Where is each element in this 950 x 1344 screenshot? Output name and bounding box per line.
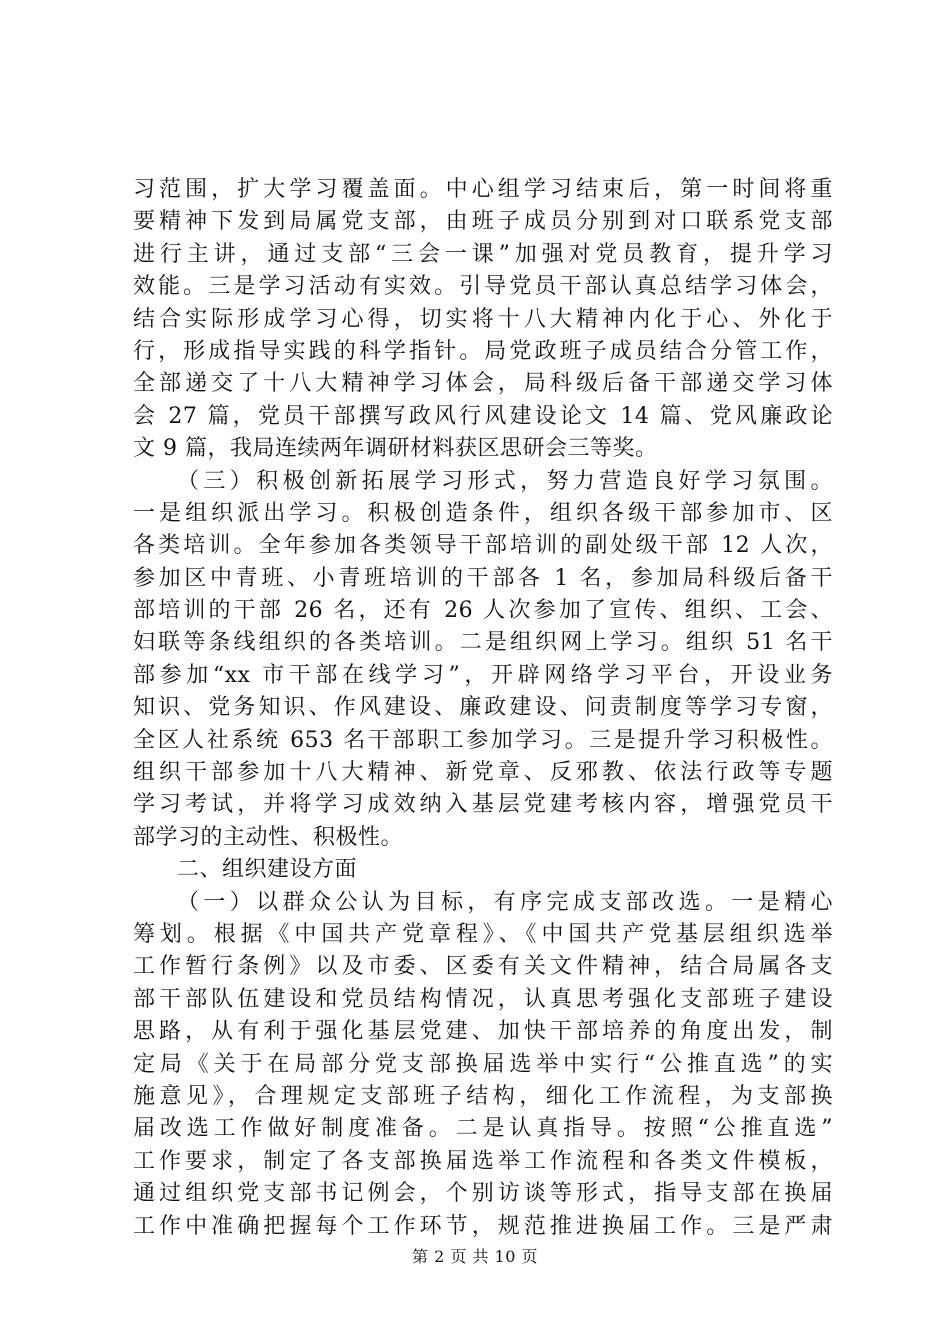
text-line: 全部递交了十八大精神学习体会，局科级后备干部递交学习体: [133, 371, 833, 397]
text-line: 施意见》，合理规定支部班子结构，细化工作流程，为支部换: [133, 1083, 833, 1109]
text-line: 学习考试，并将学习成效纳入基层党建考核内容，增强党员干: [133, 792, 833, 818]
text-line: 筹划。根据《中国共产党章程》、《中国共产党基层组织选举: [133, 921, 833, 947]
text-line: 要精神下发到局属党支部，由班子成员分别到对口联系党支部: [133, 209, 833, 235]
text-line: 行，形成指导实践的科学指针。局党政班子成员结合分管工作，: [133, 338, 833, 364]
text-line: 效能。三是学习活动有实效。引导党员干部认真总结学习体会，: [133, 274, 833, 300]
body-text: [133, 174, 833, 1243]
text-line: 组织干部参加十八大精神、新党章、反邪教、依法行政等专题: [133, 760, 833, 786]
text-line: 思路，从有利于强化基层党建、加快干部培养的角度出发，制: [133, 1019, 833, 1045]
text-line: 文 9 篇，我局连续两年调研材料获区思研会三等奖。: [133, 436, 658, 462]
text-line: 工作要求，制定了各支部换届选举工作流程和各类文件模板，: [133, 1148, 833, 1174]
text-line: 全区人社系统 653 名干部职工参加学习。三是提升学习积极性。: [133, 727, 833, 753]
text-line: 参加区中青班、小青班培训的干部各 1 名，参加局科级后备干: [133, 565, 833, 591]
section-heading: （三）积极创新拓展学习形式，努力营造良好学习氛围。: [177, 468, 833, 494]
text-line: 妇联等条线组织的各类培训。二是组织网上学习。组织 51 名干: [133, 630, 833, 656]
text-line: 习范围，扩大学习覆盖面。中心组学习结束后，第一时间将重: [133, 177, 833, 202]
text-line: 部干部队伍建设和党员结构情况，认真思考强化支部班子建设: [133, 986, 833, 1012]
text-line: 通过组织党支部书记例会，个别访谈等形式，指导支部在换届: [133, 1181, 833, 1207]
text-line: 一是组织派出学习。积极创造条件，组织各级干部参加市、区: [133, 500, 833, 526]
section-heading: 二、组织建设方面: [177, 857, 358, 883]
text-line: 部参加“xx 市干部在线学习”，开辟网络学习平台，开设业务: [133, 662, 833, 688]
text-line: 会 27 篇，党员干部撰写政风行风建设论文 14 篇、党风廉政论: [133, 403, 833, 429]
text-line: 知识、党务知识、作风建设、廉政建设、问责制度等学习专窗，: [133, 695, 833, 721]
text-line: 各类培训。全年参加各类领导干部培训的副处级干部 12 人次，: [133, 533, 833, 559]
text-line: 届改选工作做好制度准备。二是认真指导。按照“公推直选”: [133, 1116, 833, 1142]
text-line: 结合实际形成学习心得，切实将十八大精神内化于心、外化于: [133, 306, 833, 332]
section-heading: （一）以群众公认为目标，有序完成支部改选。一是精心: [177, 889, 833, 915]
text-line: 部学习的主动性、积极性。: [133, 824, 404, 850]
text-line: 定局《关于在局部分党支部换届选举中实行“公推直选”的实: [133, 1051, 833, 1077]
text-line: 工作中准确把握每个工作环节，规范推进换届工作。三是严肃: [133, 1213, 833, 1239]
text-line: 工作暂行条例》以及市委、区委有关文件精神，结合局属各支: [133, 954, 833, 980]
page-number-footer: 第 2 页 共 10 页: [412, 1247, 538, 1266]
text-line: 部培训的干部 26 名，还有 26 人次参加了宣传、组织、工会、: [133, 598, 833, 624]
text-line: 进行主讲，通过支部“三会一课”加强对党员教育，提升学习: [133, 241, 833, 267]
